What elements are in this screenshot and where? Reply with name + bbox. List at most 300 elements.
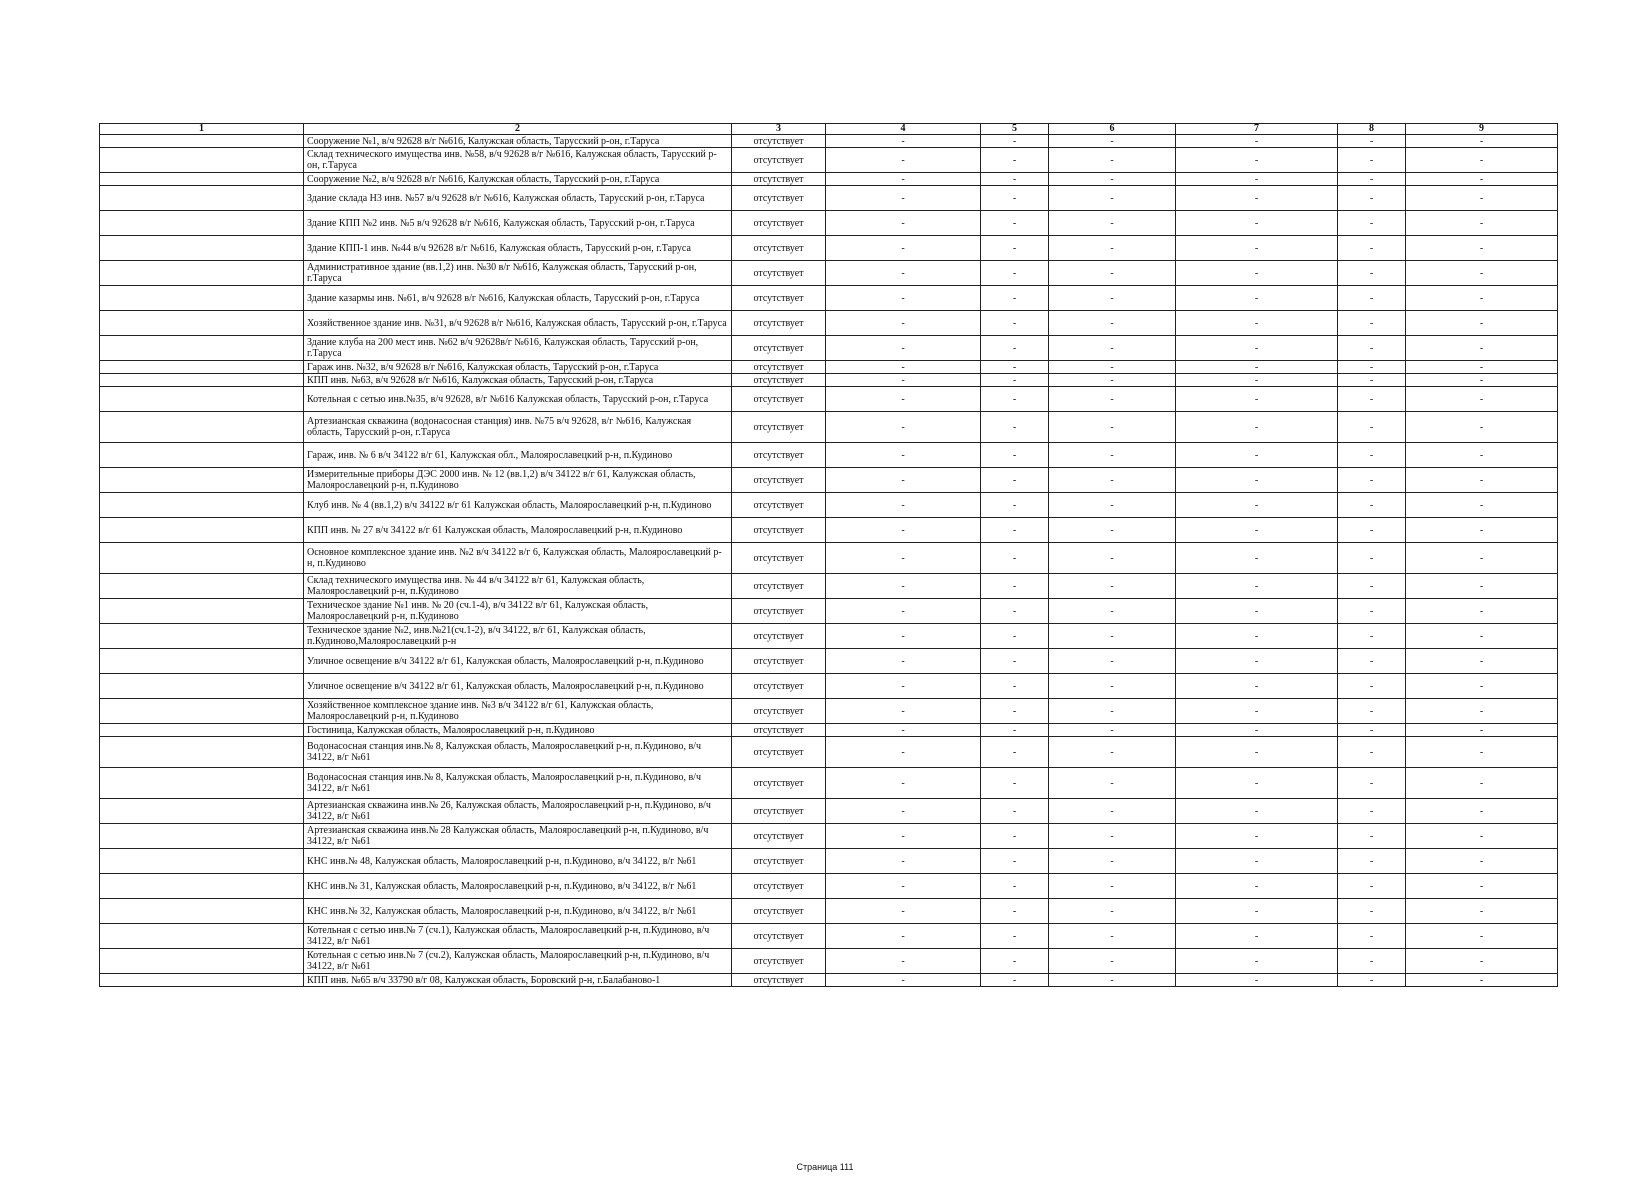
status-cell: отсутствует bbox=[732, 674, 826, 699]
empty-value-dash: - bbox=[1338, 699, 1406, 724]
status-cell: отсутствует bbox=[732, 186, 826, 211]
object-description: Гараж, инв. № 6 в/ч 34122 в/г 61, Калужская обл., Малоярославецкий р-н, п.Кудиново bbox=[304, 443, 732, 468]
empty-value-dash: - bbox=[1176, 624, 1338, 649]
empty-value-dash: - bbox=[1176, 824, 1338, 849]
empty-value-dash: - bbox=[1406, 824, 1558, 849]
group-cell bbox=[100, 574, 304, 599]
empty-value-dash: - bbox=[1049, 974, 1176, 987]
empty-value-dash: - bbox=[1176, 974, 1338, 987]
empty-value-dash: - bbox=[1406, 624, 1558, 649]
empty-value-dash: - bbox=[981, 849, 1049, 874]
empty-value-dash: - bbox=[981, 674, 1049, 699]
table-row bbox=[100, 211, 1558, 236]
empty-value-dash: - bbox=[1049, 336, 1176, 361]
group-cell bbox=[100, 974, 304, 987]
empty-value-dash: - bbox=[1049, 493, 1176, 518]
empty-value-dash: - bbox=[981, 574, 1049, 599]
table-row bbox=[100, 361, 1558, 374]
group-cell bbox=[100, 211, 304, 236]
status-cell: отсутствует bbox=[732, 135, 826, 148]
document-table bbox=[99, 123, 1558, 987]
empty-value-dash: - bbox=[1406, 236, 1558, 261]
empty-value-dash: - bbox=[1406, 924, 1558, 949]
empty-value-dash: - bbox=[826, 874, 981, 899]
empty-value-dash: - bbox=[1338, 799, 1406, 824]
table-row bbox=[100, 135, 1558, 148]
status-cell: отсутствует bbox=[732, 874, 826, 899]
object-description: Склад технического имущества инв. №58, в/ч 92628 в/г №616, Калужская область, Тарусский р-он, г.Таруса bbox=[304, 148, 732, 173]
empty-value-dash: - bbox=[826, 286, 981, 311]
empty-value-dash: - bbox=[1406, 148, 1558, 173]
empty-value-dash: - bbox=[1406, 186, 1558, 211]
status-cell: отсутствует bbox=[732, 574, 826, 599]
empty-value-dash: - bbox=[826, 211, 981, 236]
table-row bbox=[100, 824, 1558, 849]
empty-value-dash: - bbox=[981, 412, 1049, 443]
empty-value-dash: - bbox=[1049, 361, 1176, 374]
group-cell bbox=[100, 924, 304, 949]
group-cell bbox=[100, 135, 304, 148]
table-row bbox=[100, 899, 1558, 924]
column-number: 5 bbox=[981, 124, 1049, 135]
table-row bbox=[100, 543, 1558, 574]
group-cell bbox=[100, 443, 304, 468]
table-row bbox=[100, 599, 1558, 624]
object-description: Котельная с сетью инв.№ 7 (сч.1), Калужская область, Малоярославецкий р-н, п.Кудиново, в/ч 34122, в/г №61 bbox=[304, 924, 732, 949]
empty-value-dash: - bbox=[981, 599, 1049, 624]
empty-value-dash: - bbox=[1049, 924, 1176, 949]
empty-value-dash: - bbox=[826, 236, 981, 261]
empty-value-dash: - bbox=[826, 518, 981, 543]
empty-value-dash: - bbox=[981, 624, 1049, 649]
group-cell bbox=[100, 737, 304, 768]
page-number: Страница 111 bbox=[796, 1162, 854, 1172]
object-description: Котельная с сетью инв.№ 7 (сч.2), Калужская область, Малоярославецкий р-н, п.Кудиново, в/ч 34122, в/г №61 bbox=[304, 949, 732, 974]
empty-value-dash: - bbox=[1049, 874, 1176, 899]
status-cell: отсутствует bbox=[732, 824, 826, 849]
empty-value-dash: - bbox=[1338, 649, 1406, 674]
object-description: Гараж инв. №32, в/ч 92628 в/г №616, Калужская область, Тарусский р-он, г.Таруса bbox=[304, 361, 732, 374]
object-description: Основное комплексное здание инв. №2 в/ч 34122 в/г 6, Калужская область, Малоярославецкий р-н, п.Кудиново bbox=[304, 543, 732, 574]
empty-value-dash: - bbox=[1338, 374, 1406, 387]
object-description: Уличное освещение в/ч 34122 в/г 61, Калужская область, Малоярославецкий р-н, п.Кудиново bbox=[304, 674, 732, 699]
object-description: Сооружение №1, в/ч 92628 в/г №616, Калужская область, Тарусский р-он, г.Таруса bbox=[304, 135, 732, 148]
empty-value-dash: - bbox=[1338, 286, 1406, 311]
empty-value-dash: - bbox=[981, 336, 1049, 361]
object-description: Техническое здание №2, инв.№21(сч.1-2), в/ч 34122, в/г 61, Калужская область, п.Кудиново,Малоярославецкий р-н bbox=[304, 624, 732, 649]
table-row bbox=[100, 236, 1558, 261]
empty-value-dash: - bbox=[1406, 737, 1558, 768]
table-body bbox=[100, 135, 1558, 987]
table-row bbox=[100, 799, 1558, 824]
empty-value-dash: - bbox=[1176, 768, 1338, 799]
object-description: Котельная с сетью инв.№35, в/ч 92628, в/г №616 Калужская область, Тарусский р-он, г.Таруса bbox=[304, 387, 732, 412]
table-row bbox=[100, 674, 1558, 699]
empty-value-dash: - bbox=[1338, 518, 1406, 543]
empty-value-dash: - bbox=[981, 468, 1049, 493]
empty-value-dash: - bbox=[1338, 412, 1406, 443]
empty-value-dash: - bbox=[1406, 311, 1558, 336]
table-row bbox=[100, 849, 1558, 874]
column-number: 1 bbox=[100, 124, 304, 135]
empty-value-dash: - bbox=[826, 649, 981, 674]
table-row bbox=[100, 768, 1558, 799]
group-cell bbox=[100, 543, 304, 574]
empty-value-dash: - bbox=[1049, 443, 1176, 468]
table-row bbox=[100, 493, 1558, 518]
empty-value-dash: - bbox=[981, 148, 1049, 173]
empty-value-dash: - bbox=[826, 737, 981, 768]
empty-value-dash: - bbox=[826, 849, 981, 874]
empty-value-dash: - bbox=[1049, 599, 1176, 624]
object-description: Здание клуба на 200 мест инв. №62 в/ч 92628в/г №616, Калужская область, Тарусский р-он, г.Таруса bbox=[304, 336, 732, 361]
status-cell: отсутствует bbox=[732, 799, 826, 824]
group-cell bbox=[100, 724, 304, 737]
empty-value-dash: - bbox=[826, 468, 981, 493]
empty-value-dash: - bbox=[1176, 737, 1338, 768]
empty-value-dash: - bbox=[1176, 924, 1338, 949]
empty-value-dash: - bbox=[1176, 148, 1338, 173]
empty-value-dash: - bbox=[1406, 261, 1558, 286]
empty-value-dash: - bbox=[1406, 443, 1558, 468]
table-row bbox=[100, 949, 1558, 974]
empty-value-dash: - bbox=[1176, 173, 1338, 186]
empty-value-dash: - bbox=[981, 135, 1049, 148]
empty-value-dash: - bbox=[1406, 899, 1558, 924]
object-description: КНС инв.№ 48, Калужская область, Малоярославецкий р-н, п.Кудиново, в/ч 34122, в/г №61 bbox=[304, 849, 732, 874]
object-description: Артезианская скважина (водонасосная станция) инв. №75 в/ч 92628, в/г №616, Калужская область, Тарусский р-он, г.Таруса bbox=[304, 412, 732, 443]
empty-value-dash: - bbox=[981, 949, 1049, 974]
column-number: 4 bbox=[826, 124, 981, 135]
group-cell bbox=[100, 361, 304, 374]
group-cell bbox=[100, 412, 304, 443]
object-description: Здание КПП №2 инв. №5 в/ч 92628 в/г №616, Калужская область, Тарусский р-он, г.Таруса bbox=[304, 211, 732, 236]
empty-value-dash: - bbox=[1338, 261, 1406, 286]
column-number-row bbox=[100, 124, 1558, 135]
empty-value-dash: - bbox=[1338, 135, 1406, 148]
empty-value-dash: - bbox=[1406, 361, 1558, 374]
empty-value-dash: - bbox=[826, 412, 981, 443]
empty-value-dash: - bbox=[1406, 173, 1558, 186]
object-description: Хозяйственное комплексное здание инв. №3 в/ч 34122 в/г 61, Калужская область, Малоярославецкий р-н, п.Кудиново bbox=[304, 699, 732, 724]
empty-value-dash: - bbox=[1049, 374, 1176, 387]
empty-value-dash: - bbox=[1176, 649, 1338, 674]
column-number: 2 bbox=[304, 124, 732, 135]
empty-value-dash: - bbox=[981, 493, 1049, 518]
empty-value-dash: - bbox=[1049, 311, 1176, 336]
object-description: Сооружение №2, в/ч 92628 в/г №616, Калужская область, Тарусский р-он, г.Таруса bbox=[304, 173, 732, 186]
table-row bbox=[100, 173, 1558, 186]
empty-value-dash: - bbox=[1406, 468, 1558, 493]
empty-value-dash: - bbox=[826, 374, 981, 387]
empty-value-dash: - bbox=[1176, 724, 1338, 737]
table-row bbox=[100, 374, 1558, 387]
status-cell: отсутствует bbox=[732, 361, 826, 374]
empty-value-dash: - bbox=[1176, 336, 1338, 361]
object-description: Водонасосная станция инв.№ 8, Калужская область, Малоярославецкий р-н, п.Кудиново, в/ч 34122, в/г №61 bbox=[304, 768, 732, 799]
empty-value-dash: - bbox=[1176, 211, 1338, 236]
column-number: 6 bbox=[1049, 124, 1176, 135]
empty-value-dash: - bbox=[1406, 336, 1558, 361]
status-cell: отсутствует bbox=[732, 849, 826, 874]
empty-value-dash: - bbox=[1049, 387, 1176, 412]
column-number: 3 bbox=[732, 124, 826, 135]
empty-value-dash: - bbox=[981, 874, 1049, 899]
empty-value-dash: - bbox=[1049, 173, 1176, 186]
empty-value-dash: - bbox=[1406, 874, 1558, 899]
empty-value-dash: - bbox=[1049, 699, 1176, 724]
empty-value-dash: - bbox=[1176, 874, 1338, 899]
empty-value-dash: - bbox=[826, 148, 981, 173]
group-cell bbox=[100, 849, 304, 874]
status-cell: отсутствует bbox=[732, 211, 826, 236]
empty-value-dash: - bbox=[981, 261, 1049, 286]
empty-value-dash: - bbox=[1338, 899, 1406, 924]
empty-value-dash: - bbox=[1338, 173, 1406, 186]
status-cell: отсутствует bbox=[732, 261, 826, 286]
empty-value-dash: - bbox=[981, 236, 1049, 261]
object-description: КПП инв. № 27 в/ч 34122 в/г 61 Калужская область, Малоярославецкий р-н, п.Кудиново bbox=[304, 518, 732, 543]
table-row bbox=[100, 286, 1558, 311]
empty-value-dash: - bbox=[1406, 286, 1558, 311]
status-cell: отсутствует bbox=[732, 768, 826, 799]
table-row bbox=[100, 148, 1558, 173]
status-cell: отсутствует bbox=[732, 724, 826, 737]
empty-value-dash: - bbox=[981, 724, 1049, 737]
table-row bbox=[100, 874, 1558, 899]
empty-value-dash: - bbox=[1049, 724, 1176, 737]
empty-value-dash: - bbox=[981, 899, 1049, 924]
empty-value-dash: - bbox=[826, 924, 981, 949]
group-cell bbox=[100, 186, 304, 211]
empty-value-dash: - bbox=[1406, 799, 1558, 824]
empty-value-dash: - bbox=[1049, 824, 1176, 849]
empty-value-dash: - bbox=[1176, 899, 1338, 924]
group-cell bbox=[100, 649, 304, 674]
status-cell: отсутствует bbox=[732, 924, 826, 949]
empty-value-dash: - bbox=[981, 211, 1049, 236]
empty-value-dash: - bbox=[981, 361, 1049, 374]
table-row bbox=[100, 737, 1558, 768]
status-cell: отсутствует bbox=[732, 311, 826, 336]
column-number: 8 bbox=[1338, 124, 1406, 135]
empty-value-dash: - bbox=[1338, 186, 1406, 211]
group-cell bbox=[100, 899, 304, 924]
empty-value-dash: - bbox=[1406, 768, 1558, 799]
group-cell bbox=[100, 387, 304, 412]
empty-value-dash: - bbox=[826, 493, 981, 518]
empty-value-dash: - bbox=[1338, 387, 1406, 412]
object-description: Водонасосная станция инв.№ 8, Калужская область, Малоярославецкий р-н, п.Кудиново, в/ч 34122, в/г №61 bbox=[304, 737, 732, 768]
empty-value-dash: - bbox=[1049, 574, 1176, 599]
empty-value-dash: - bbox=[1049, 849, 1176, 874]
object-description: Административное здание (вв.1,2) инв. №30 в/г №616, Калужская область, Тарусский р-он, г.Таруса bbox=[304, 261, 732, 286]
empty-value-dash: - bbox=[1338, 724, 1406, 737]
empty-value-dash: - bbox=[1176, 574, 1338, 599]
empty-value-dash: - bbox=[1176, 236, 1338, 261]
empty-value-dash: - bbox=[826, 543, 981, 574]
table-row bbox=[100, 924, 1558, 949]
empty-value-dash: - bbox=[1406, 649, 1558, 674]
status-cell: отсутствует bbox=[732, 649, 826, 674]
empty-value-dash: - bbox=[826, 899, 981, 924]
group-cell bbox=[100, 599, 304, 624]
empty-value-dash: - bbox=[826, 974, 981, 987]
empty-value-dash: - bbox=[981, 374, 1049, 387]
empty-value-dash: - bbox=[1338, 493, 1406, 518]
status-cell: отсутствует bbox=[732, 949, 826, 974]
status-cell: отсутствует bbox=[732, 374, 826, 387]
empty-value-dash: - bbox=[1049, 899, 1176, 924]
object-description: Здание казармы инв. №61, в/ч 92628 в/г №616, Калужская область, Тарусский р-он, г.Таруса bbox=[304, 286, 732, 311]
empty-value-dash: - bbox=[1338, 974, 1406, 987]
empty-value-dash: - bbox=[1406, 518, 1558, 543]
empty-value-dash: - bbox=[1049, 674, 1176, 699]
empty-value-dash: - bbox=[1049, 286, 1176, 311]
empty-value-dash: - bbox=[981, 649, 1049, 674]
table-row bbox=[100, 443, 1558, 468]
table-row bbox=[100, 336, 1558, 361]
empty-value-dash: - bbox=[981, 737, 1049, 768]
group-cell bbox=[100, 148, 304, 173]
status-cell: отсутствует bbox=[732, 387, 826, 412]
empty-value-dash: - bbox=[826, 387, 981, 412]
status-cell: отсутствует bbox=[732, 236, 826, 261]
table-row bbox=[100, 574, 1558, 599]
group-cell bbox=[100, 518, 304, 543]
status-cell: отсутствует bbox=[732, 543, 826, 574]
empty-value-dash: - bbox=[981, 443, 1049, 468]
table-row bbox=[100, 412, 1558, 443]
table-row bbox=[100, 699, 1558, 724]
status-cell: отсутствует bbox=[732, 443, 826, 468]
empty-value-dash: - bbox=[1176, 387, 1338, 412]
empty-value-dash: - bbox=[1338, 211, 1406, 236]
empty-value-dash: - bbox=[1338, 543, 1406, 574]
empty-value-dash: - bbox=[1176, 412, 1338, 443]
empty-value-dash: - bbox=[1049, 135, 1176, 148]
empty-value-dash: - bbox=[1049, 148, 1176, 173]
empty-value-dash: - bbox=[981, 387, 1049, 412]
object-description: Здание КПП-1 инв. №44 в/ч 92628 в/г №616, Калужская область, Тарусский р-он, г.Таруса bbox=[304, 236, 732, 261]
empty-value-dash: - bbox=[981, 186, 1049, 211]
empty-value-dash: - bbox=[1176, 493, 1338, 518]
empty-value-dash: - bbox=[981, 699, 1049, 724]
empty-value-dash: - bbox=[1176, 286, 1338, 311]
status-cell: отсутствует bbox=[732, 518, 826, 543]
group-cell bbox=[100, 699, 304, 724]
table-row bbox=[100, 261, 1558, 286]
empty-value-dash: - bbox=[1406, 849, 1558, 874]
object-description: КНС инв.№ 32, Калужская область, Малоярославецкий р-н, п.Кудиново, в/ч 34122, в/г №61 bbox=[304, 899, 732, 924]
empty-value-dash: - bbox=[1338, 336, 1406, 361]
empty-value-dash: - bbox=[1049, 518, 1176, 543]
empty-value-dash: - bbox=[981, 173, 1049, 186]
empty-value-dash: - bbox=[826, 599, 981, 624]
empty-value-dash: - bbox=[1049, 949, 1176, 974]
object-description: Измерительные приборы ДЭС 2000 инв. № 12 (вв.1,2) в/ч 34122 в/г 61, Калужская область, Малоярославецкий р-н, п.Кудиново bbox=[304, 468, 732, 493]
empty-value-dash: - bbox=[1049, 624, 1176, 649]
empty-value-dash: - bbox=[1338, 737, 1406, 768]
empty-value-dash: - bbox=[1406, 412, 1558, 443]
empty-value-dash: - bbox=[826, 186, 981, 211]
empty-value-dash: - bbox=[1406, 135, 1558, 148]
status-cell: отсутствует bbox=[732, 148, 826, 173]
object-description: КПП инв. №65 в/ч 33790 в/г 08, Калужская область, Боровский р-н, г.Балабаново-1 bbox=[304, 974, 732, 987]
empty-value-dash: - bbox=[981, 286, 1049, 311]
empty-value-dash: - bbox=[1338, 924, 1406, 949]
empty-value-dash: - bbox=[1176, 186, 1338, 211]
group-cell bbox=[100, 824, 304, 849]
empty-value-dash: - bbox=[1176, 599, 1338, 624]
empty-value-dash: - bbox=[1338, 443, 1406, 468]
empty-value-dash: - bbox=[1338, 311, 1406, 336]
group-cell bbox=[100, 286, 304, 311]
empty-value-dash: - bbox=[1406, 493, 1558, 518]
status-cell: отсутствует bbox=[732, 974, 826, 987]
empty-value-dash: - bbox=[826, 574, 981, 599]
status-cell: отсутствует bbox=[732, 737, 826, 768]
empty-value-dash: - bbox=[1406, 949, 1558, 974]
empty-value-dash: - bbox=[1338, 236, 1406, 261]
empty-value-dash: - bbox=[1176, 374, 1338, 387]
group-cell bbox=[100, 236, 304, 261]
empty-value-dash: - bbox=[826, 724, 981, 737]
empty-value-dash: - bbox=[1176, 443, 1338, 468]
table-row bbox=[100, 974, 1558, 987]
empty-value-dash: - bbox=[826, 135, 981, 148]
empty-value-dash: - bbox=[981, 768, 1049, 799]
object-description: Артезианская скважина инв.№ 28 Калужская область, Малоярославецкий р-н, п.Кудиново, в/ч 34122, в/г №61 bbox=[304, 824, 732, 849]
table-row bbox=[100, 387, 1558, 412]
empty-value-dash: - bbox=[826, 674, 981, 699]
empty-value-dash: - bbox=[1176, 311, 1338, 336]
empty-value-dash: - bbox=[1406, 374, 1558, 387]
empty-value-dash: - bbox=[1406, 387, 1558, 412]
empty-value-dash: - bbox=[826, 311, 981, 336]
empty-value-dash: - bbox=[1176, 543, 1338, 574]
status-cell: отсутствует bbox=[732, 599, 826, 624]
empty-value-dash: - bbox=[981, 543, 1049, 574]
group-cell bbox=[100, 336, 304, 361]
table-row bbox=[100, 724, 1558, 737]
empty-value-dash: - bbox=[1338, 468, 1406, 493]
object-description: Клуб инв. № 4 (вв.1,2) в/ч 34122 в/г 61 Калужская область, Малоярославецкий р-н, п.Кудиново bbox=[304, 493, 732, 518]
empty-value-dash: - bbox=[1338, 949, 1406, 974]
empty-value-dash: - bbox=[1338, 361, 1406, 374]
empty-value-dash: - bbox=[1176, 468, 1338, 493]
group-cell bbox=[100, 468, 304, 493]
empty-value-dash: - bbox=[1049, 261, 1176, 286]
empty-value-dash: - bbox=[981, 924, 1049, 949]
empty-value-dash: - bbox=[826, 261, 981, 286]
group-cell bbox=[100, 949, 304, 974]
status-cell: отсутствует bbox=[732, 468, 826, 493]
empty-value-dash: - bbox=[1049, 737, 1176, 768]
object-description: КПП инв. №63, в/ч 92628 в/г №616, Калужская область, Тарусский р-он, г.Таруса bbox=[304, 374, 732, 387]
empty-value-dash: - bbox=[826, 824, 981, 849]
group-cell bbox=[100, 261, 304, 286]
object-description: Уличное освещение в/ч 34122 в/г 61, Калужская область, Малоярославецкий р-н, п.Кудиново bbox=[304, 649, 732, 674]
empty-value-dash: - bbox=[1338, 599, 1406, 624]
empty-value-dash: - bbox=[981, 974, 1049, 987]
empty-value-dash: - bbox=[826, 949, 981, 974]
status-cell: отсутствует bbox=[732, 493, 826, 518]
object-description: Здание склада Н3 инв. №57 в/ч 92628 в/г №616, Калужская область, Тарусский р-он, г.Таруса bbox=[304, 186, 732, 211]
object-description: Гостиница, Калужская область, Малоярославецкий р-н, п.Кудиново bbox=[304, 724, 732, 737]
empty-value-dash: - bbox=[1176, 799, 1338, 824]
empty-value-dash: - bbox=[1338, 574, 1406, 599]
